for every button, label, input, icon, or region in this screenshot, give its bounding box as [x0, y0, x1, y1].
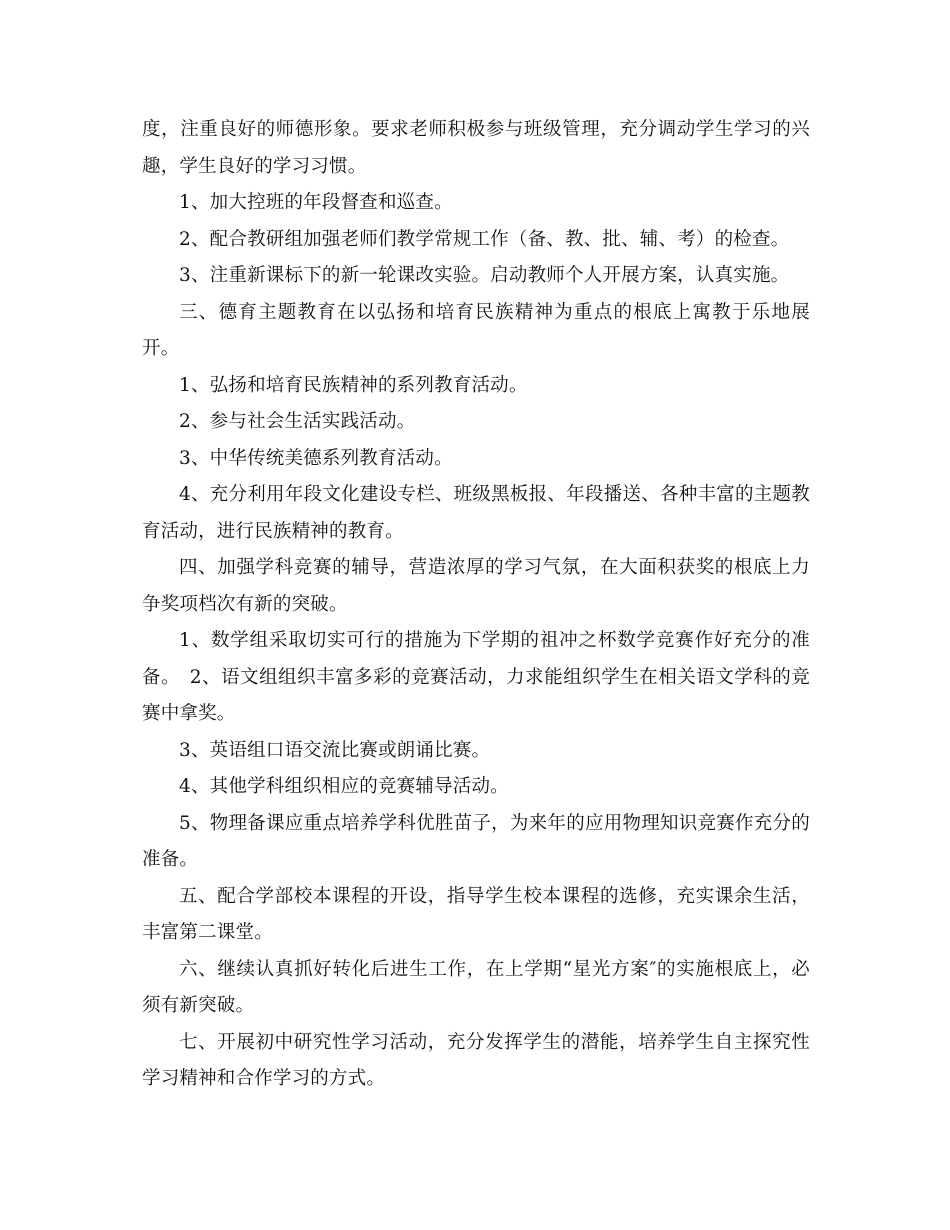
paragraph-item-4: 4、其他学科组织相应的竞赛辅导活动。: [179, 776, 509, 797]
paragraph-item-5: 5、物理备课应重点培养学科优胜苗子，为来年的应用物理知识竞赛作充分的准备。: [142, 812, 810, 870]
paragraph-section-7: 七、开展初中研究性学习活动，充分发挥学生的潜能，培养学生自主探究性学习精神和合作学习的方式。: [142, 1031, 810, 1089]
paragraph-item-3: 3、中华传统美德系列教育活动。: [179, 447, 453, 469]
paragraph-item-4: 4、充分利用年段文化建设专栏、班级黑板报、年段播送、各种丰富的主题教育活动，进行民族精神的教育。: [142, 484, 810, 542]
paragraph-item-2: 2、配合教研组加强老师们教学常规工作（备、教、批、辅、考）的检查。: [179, 228, 790, 250]
paragraph-section-6: 六、继续认真抓好转化后进生工作，在上学期“星光方案″的实施根底上，必须有新突破。: [142, 958, 810, 1016]
paragraph-item-3: 3、注重新课标下的新一轮课改实验。启动教师个人开展方案，认真实施。: [179, 265, 790, 286]
paragraph-section-5: 五、配合学部校本课程的开设，指导学生校本课程的选修，充实课余生活，丰富第二课堂。: [142, 885, 810, 943]
paragraph-item-1: 1、弘扬和培育民族精神的系列教育活动。: [179, 374, 528, 396]
document-body: [142, 112, 810, 1098]
paragraph-section-3: 三、德育主题教育在以弘扬和培育民族精神为重点的根底上寓教于乐地展开。: [142, 301, 810, 359]
paragraph-item-2: 2、参与社会生活实践活动。: [179, 411, 416, 432]
paragraph-item-3: 3、英语组口语交流比赛或朗诵比赛。: [179, 739, 491, 761]
paragraph-section-4: 四、加强学科竞赛的辅导，营造浓厚的学习气氛，在大面积获奖的根底上力争奖项档次有新的突破。: [142, 557, 810, 615]
paragraph-item-1: 1、加大控班的年段督查和巡查。: [179, 192, 453, 213]
paragraph-continuation: 度，注重良好的师德形象。要求老师积极参与班级管理，充分调动学生学习的兴趣，学生良好的学习习惯。: [142, 119, 810, 177]
paragraph-item-1-2: 1、数学组采取切实可行的措施为下学期的祖冲之杯数学竞赛作好充分的准备。 2、语文组组织丰富多彩的竞赛活动，力求能组织学生在相关语文学科的竞赛中拿奖。: [142, 630, 810, 724]
